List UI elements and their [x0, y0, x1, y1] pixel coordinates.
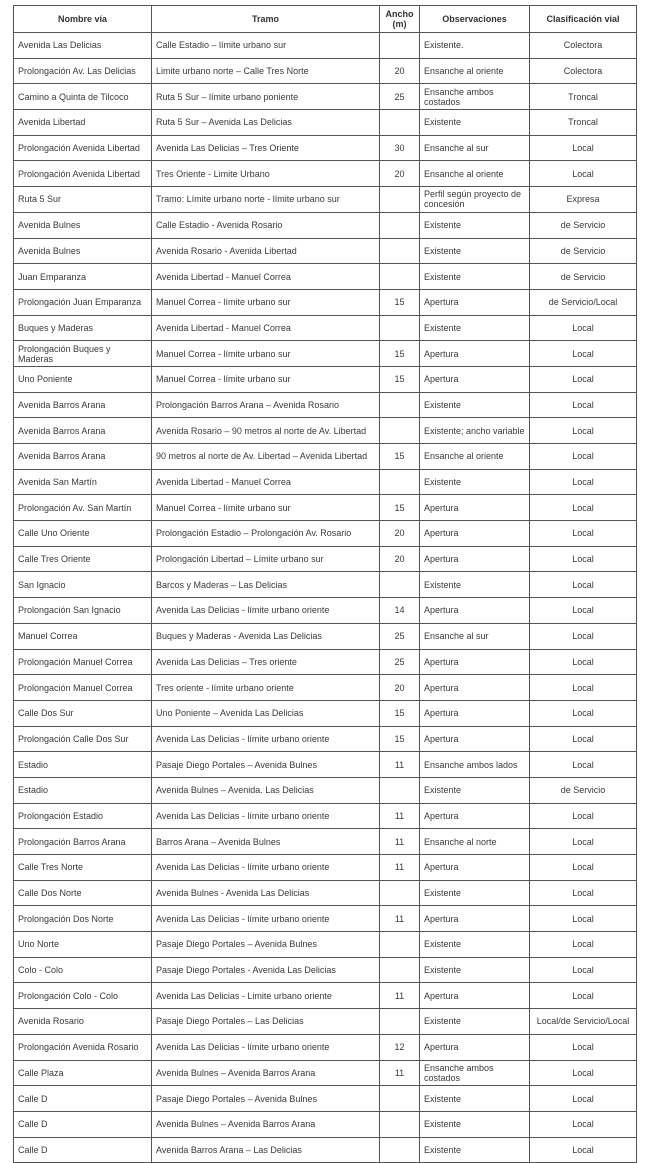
cell-observaciones: Existente [420, 932, 530, 958]
cell-nombre-via: Prolongación Manuel Correa [14, 649, 152, 675]
cell-tramo: Avenida Las Delicias - límite urbano oriente [152, 906, 380, 932]
cell-nombre-via: Prolongación Juan Emparanza [14, 289, 152, 315]
cell-observaciones: Existente [420, 212, 530, 238]
cell-clasificacion: Local/de Servicio/Local [530, 1009, 637, 1035]
cell-nombre-via: Colo - Colo [14, 957, 152, 983]
cell-observaciones: Existente [420, 264, 530, 290]
cell-ancho: 25 [380, 623, 420, 649]
cell-ancho [380, 469, 420, 495]
cell-tramo: Ruta 5 Sur – Avenida Las Delicias [152, 110, 380, 136]
cell-clasificacion: Local [530, 572, 637, 598]
cell-ancho: 15 [380, 444, 420, 470]
cell-observaciones: Ensanche ambos costados [420, 84, 530, 110]
table-row [14, 84, 637, 110]
cell-ancho [380, 392, 420, 418]
cell-ancho: 15 [380, 341, 420, 367]
cell-ancho [380, 110, 420, 136]
cell-clasificacion: Expresa [530, 187, 637, 213]
cell-nombre-via: Avenida Bulnes [14, 238, 152, 264]
cell-nombre-via: Camino a Quinta de Tilcoco [14, 84, 152, 110]
cell-observaciones: Ensanche al sur [420, 623, 530, 649]
cell-observaciones: Existente [420, 1009, 530, 1035]
cell-tramo: Pasaje Diego Portales - Avenida Las Delicias [152, 957, 380, 983]
cell-observaciones: Existente [420, 315, 530, 341]
cell-observaciones: Apertura [420, 546, 530, 572]
cell-tramo: Limite urbano norte – Calle Tres Norte [152, 58, 380, 84]
table-row [14, 546, 637, 572]
cell-clasificacion: Local [530, 649, 637, 675]
cell-clasificacion: Local [530, 623, 637, 649]
table-row [14, 212, 637, 238]
table-row [14, 392, 637, 418]
cell-nombre-via: Uno Poniente [14, 366, 152, 392]
cell-observaciones: Existente [420, 572, 530, 598]
table-row [14, 187, 637, 213]
cell-nombre-via: Calle D [14, 1086, 152, 1112]
cell-nombre-via: Calle D [14, 1111, 152, 1137]
cell-observaciones: Existente. [420, 33, 530, 59]
cell-nombre-via: Prolongación Av. San Martín [14, 495, 152, 521]
cell-ancho: 11 [380, 803, 420, 829]
cell-tramo: Pasaje Diego Portales – Avenida Bulnes [152, 932, 380, 958]
cell-ancho: 11 [380, 906, 420, 932]
table-row [14, 880, 637, 906]
cell-nombre-via: Calle D [14, 1137, 152, 1163]
cell-tramo: 90 metros al norte de Av. Libertad – Avenida Libertad [152, 444, 380, 470]
cell-clasificacion: Local [530, 829, 637, 855]
table-row [14, 444, 637, 470]
table-row [14, 983, 637, 1009]
cell-tramo: Avenida Las Delicias - límite urbano oriente [152, 803, 380, 829]
cell-nombre-via: Estadio [14, 752, 152, 778]
cell-clasificacion: Local [530, 700, 637, 726]
cell-tramo: Avenida Barros Arana – Las Delicias [152, 1137, 380, 1163]
cell-ancho [380, 33, 420, 59]
cell-nombre-via: Prolongación Dos Norte [14, 906, 152, 932]
cell-ancho: 11 [380, 855, 420, 881]
cell-ancho: 25 [380, 649, 420, 675]
table-row [14, 572, 637, 598]
table-body [14, 33, 637, 1163]
cell-clasificacion: Local [530, 1086, 637, 1112]
cell-observaciones: Perfil según proyecto de concesión [420, 187, 530, 213]
cell-observaciones: Ensanche al norte [420, 829, 530, 855]
cell-tramo: Manuel Correa - límite urbano sur [152, 495, 380, 521]
table-row [14, 623, 637, 649]
cell-ancho: 20 [380, 521, 420, 547]
cell-tramo: Tramo: Límite urbano norte - límite urbano sur [152, 187, 380, 213]
cell-nombre-via: Calle Tres Norte [14, 855, 152, 881]
cell-nombre-via: Estadio [14, 777, 152, 803]
cell-ancho: 14 [380, 598, 420, 624]
cell-observaciones: Existente [420, 110, 530, 136]
cell-clasificacion: de Servicio [530, 212, 637, 238]
cell-ancho: 12 [380, 1034, 420, 1060]
cell-observaciones: Ensanche ambos lados [420, 752, 530, 778]
cell-ancho: 20 [380, 58, 420, 84]
cell-nombre-via: Uno Norte [14, 932, 152, 958]
cell-tramo: Tres oriente - límite urbano oriente [152, 675, 380, 701]
cell-ancho [380, 1086, 420, 1112]
cell-nombre-via: Prolongación Avenida Libertad [14, 135, 152, 161]
header-ancho: Ancho (m) [380, 6, 420, 33]
cell-clasificacion: Local [530, 1034, 637, 1060]
cell-clasificacion: de Servicio [530, 238, 637, 264]
cell-ancho [380, 418, 420, 444]
cell-nombre-via: Prolongación Calle Dos Sur [14, 726, 152, 752]
table-row [14, 700, 637, 726]
table-row [14, 495, 637, 521]
cell-clasificacion: Local [530, 906, 637, 932]
table-row [14, 932, 637, 958]
cell-nombre-via: Calle Tres Oriente [14, 546, 152, 572]
header-nombre-via: Nombre vía [14, 6, 152, 33]
cell-ancho: 15 [380, 700, 420, 726]
cell-nombre-via: Avenida Rosario [14, 1009, 152, 1035]
cell-observaciones: Existente [420, 1111, 530, 1137]
cell-ancho [380, 880, 420, 906]
cell-observaciones: Apertura [420, 675, 530, 701]
cell-ancho [380, 777, 420, 803]
cell-clasificacion: Local [530, 366, 637, 392]
cell-ancho: 20 [380, 546, 420, 572]
cell-tramo: Barcos y Maderas – Las Delicias [152, 572, 380, 598]
cell-clasificacion: Local [530, 957, 637, 983]
cell-nombre-via: Juan Emparanza [14, 264, 152, 290]
table-row [14, 598, 637, 624]
cell-nombre-via: Prolongación San Ignacio [14, 598, 152, 624]
cell-clasificacion: Local [530, 315, 637, 341]
cell-tramo: Avenida Bulnes – Avenida Barros Arana [152, 1111, 380, 1137]
cell-clasificacion: Local [530, 932, 637, 958]
cell-clasificacion: Colectora [530, 33, 637, 59]
cell-observaciones: Apertura [420, 598, 530, 624]
cell-observaciones: Apertura [420, 649, 530, 675]
cell-clasificacion: Local [530, 444, 637, 470]
cell-observaciones: Apertura [420, 906, 530, 932]
table-row [14, 289, 637, 315]
cell-clasificacion: Troncal [530, 110, 637, 136]
table-row [14, 135, 637, 161]
header-observaciones: Observaciones [420, 6, 530, 33]
cell-clasificacion: Local [530, 341, 637, 367]
table-row [14, 1009, 637, 1035]
table-row [14, 1034, 637, 1060]
cell-ancho [380, 264, 420, 290]
cell-ancho: 11 [380, 983, 420, 1009]
cell-clasificacion: Troncal [530, 84, 637, 110]
cell-tramo: Avenida Las Delicias - Limite urbano oriente [152, 983, 380, 1009]
cell-clasificacion: Local [530, 675, 637, 701]
cell-clasificacion: Local [530, 726, 637, 752]
cell-observaciones: Apertura [420, 495, 530, 521]
cell-ancho: 15 [380, 726, 420, 752]
header-clasificacion: Clasificación vial [530, 6, 637, 33]
cell-nombre-via: Avenida Las Delicias [14, 33, 152, 59]
cell-clasificacion: Local [530, 1137, 637, 1163]
cell-tramo: Avenida Las Delicias – Tres oriente [152, 649, 380, 675]
table-header-row [14, 6, 637, 33]
cell-nombre-via: Prolongación Barros Arana [14, 829, 152, 855]
table-row [14, 418, 637, 444]
cell-tramo: Avenida Libertad - Manuel Correa [152, 469, 380, 495]
cell-tramo: Prolongación Libertad – Límite urbano sur [152, 546, 380, 572]
cell-nombre-via: Buques y Maderas [14, 315, 152, 341]
cell-tramo: Pasaje Diego Portales – Las Delicias [152, 1009, 380, 1035]
cell-ancho [380, 212, 420, 238]
table-row [14, 238, 637, 264]
table-row [14, 315, 637, 341]
cell-ancho: 15 [380, 495, 420, 521]
cell-observaciones: Existente; ancho variable [420, 418, 530, 444]
cell-clasificacion: Local [530, 983, 637, 1009]
cell-ancho: 11 [380, 752, 420, 778]
cell-nombre-via: Prolongación Manuel Correa [14, 675, 152, 701]
table-row [14, 1086, 637, 1112]
cell-clasificacion: Local [530, 803, 637, 829]
cell-ancho [380, 957, 420, 983]
cell-observaciones: Apertura [420, 855, 530, 881]
cell-tramo: Prolongación Barros Arana – Avenida Rosario [152, 392, 380, 418]
cell-observaciones: Apertura [420, 983, 530, 1009]
cell-observaciones: Apertura [420, 341, 530, 367]
cell-observaciones: Apertura [420, 1034, 530, 1060]
cell-nombre-via: Prolongación Colo - Colo [14, 983, 152, 1009]
cell-observaciones: Existente [420, 880, 530, 906]
cell-nombre-via: Calle Uno Oriente [14, 521, 152, 547]
table-row [14, 1111, 637, 1137]
table-row [14, 829, 637, 855]
cell-clasificacion: de Servicio [530, 264, 637, 290]
cell-clasificacion: Local [530, 521, 637, 547]
table-row [14, 752, 637, 778]
cell-clasificacion: de Servicio/Local [530, 289, 637, 315]
table-row [14, 264, 637, 290]
cell-clasificacion: Local [530, 546, 637, 572]
table-row [14, 341, 637, 367]
cell-clasificacion: Local [530, 495, 637, 521]
table-row [14, 726, 637, 752]
cell-nombre-via: Calle Dos Norte [14, 880, 152, 906]
cell-tramo: Avenida Bulnes - Avenida Las Delicias [152, 880, 380, 906]
table-row [14, 649, 637, 675]
cell-nombre-via: Prolongación Avenida Libertad [14, 161, 152, 187]
cell-tramo: Uno Poniente – Avenida Las Delicias [152, 700, 380, 726]
cell-observaciones: Ensanche al sur [420, 135, 530, 161]
cell-tramo: Avenida Rosario – 90 metros al norte de Av. Libertad [152, 418, 380, 444]
cell-tramo: Manuel Correa - límite urbano sur [152, 341, 380, 367]
cell-clasificacion: de Servicio [530, 777, 637, 803]
cell-ancho: 15 [380, 366, 420, 392]
table-row [14, 33, 637, 59]
cell-clasificacion: Local [530, 855, 637, 881]
cell-nombre-via: Ruta 5 Sur [14, 187, 152, 213]
cell-tramo: Calle Estadio – límite urbano sur [152, 33, 380, 59]
cell-observaciones: Existente [420, 392, 530, 418]
cell-ancho [380, 572, 420, 598]
cell-clasificacion: Local [530, 418, 637, 444]
cell-observaciones: Apertura [420, 726, 530, 752]
cell-observaciones: Apertura [420, 803, 530, 829]
cell-observaciones: Ensanche al oriente [420, 444, 530, 470]
cell-tramo: Avenida Las Delicias - límite urbano oriente [152, 855, 380, 881]
cell-tramo: Avenida Rosario - Avenida Libertad [152, 238, 380, 264]
table-row [14, 803, 637, 829]
cell-tramo: Buques y Maderas - Avenida Las Delicias [152, 623, 380, 649]
cell-nombre-via: Avenida San Martín [14, 469, 152, 495]
cell-nombre-via: Prolongación Av. Las Delicias [14, 58, 152, 84]
cell-tramo: Manuel Correa - límite urbano sur [152, 366, 380, 392]
cell-clasificacion: Colectora [530, 58, 637, 84]
cell-tramo: Avenida Las Delicias - límite urbano oriente [152, 726, 380, 752]
cell-observaciones: Ensanche al oriente [420, 58, 530, 84]
cell-clasificacion: Local [530, 1060, 637, 1086]
table-row [14, 58, 637, 84]
cell-tramo: Calle Estadio - Avenida Rosario [152, 212, 380, 238]
cell-nombre-via: Avenida Barros Arana [14, 418, 152, 444]
header-tramo: Tramo [152, 6, 380, 33]
table-row [14, 675, 637, 701]
cell-ancho: 30 [380, 135, 420, 161]
table-row [14, 1137, 637, 1163]
table-row [14, 777, 637, 803]
cell-tramo: Avenida Las Delicias - límite urbano oriente [152, 598, 380, 624]
cell-nombre-via: Prolongación Avenida Rosario [14, 1034, 152, 1060]
cell-tramo: Avenida Libertad - Manuel Correa [152, 315, 380, 341]
cell-nombre-via: Avenida Barros Arana [14, 392, 152, 418]
cell-ancho: 25 [380, 84, 420, 110]
cell-observaciones: Apertura [420, 289, 530, 315]
cell-observaciones: Existente [420, 777, 530, 803]
cell-clasificacion: Local [530, 469, 637, 495]
cell-clasificacion: Local [530, 598, 637, 624]
cell-tramo: Avenida Bulnes – Avenida Barros Arana [152, 1060, 380, 1086]
cell-clasificacion: Local [530, 1111, 637, 1137]
cell-observaciones: Existente [420, 469, 530, 495]
cell-observaciones: Ensanche al oriente [420, 161, 530, 187]
cell-observaciones: Existente [420, 957, 530, 983]
cell-tramo: Pasaje Diego Portales – Avenida Bulnes [152, 1086, 380, 1112]
cell-tramo: Prolongación Estadio – Prolongación Av. Rosario [152, 521, 380, 547]
cell-clasificacion: Local [530, 161, 637, 187]
cell-nombre-via: Prolongación Estadio [14, 803, 152, 829]
cell-ancho: 15 [380, 289, 420, 315]
cell-ancho: 11 [380, 829, 420, 855]
table-row [14, 906, 637, 932]
cell-clasificacion: Local [530, 392, 637, 418]
cell-observaciones: Existente [420, 1086, 530, 1112]
cell-observaciones: Apertura [420, 700, 530, 726]
cell-observaciones: Existente [420, 238, 530, 264]
cell-tramo: Avenida Bulnes – Avenida. Las Delicias [152, 777, 380, 803]
cell-nombre-via: San Ignacio [14, 572, 152, 598]
road-classification-table [13, 5, 637, 1163]
cell-nombre-via: Avenida Libertad [14, 110, 152, 136]
table-row [14, 469, 637, 495]
table-row [14, 110, 637, 136]
cell-ancho [380, 187, 420, 213]
table-row [14, 1060, 637, 1086]
cell-ancho [380, 315, 420, 341]
table-row [14, 957, 637, 983]
cell-clasificacion: Local [530, 135, 637, 161]
cell-tramo: Tres Oriente - Limite Urbano [152, 161, 380, 187]
table-row [14, 521, 637, 547]
cell-ancho: 11 [380, 1060, 420, 1086]
cell-observaciones: Apertura [420, 366, 530, 392]
cell-tramo: Manuel Correa - límite urbano sur [152, 289, 380, 315]
cell-clasificacion: Local [530, 880, 637, 906]
cell-tramo: Avenida Las Delicias - límite urbano oriente [152, 1034, 380, 1060]
cell-tramo: Ruta 5 Sur – límite urbano poniente [152, 84, 380, 110]
cell-tramo: Avenida Libertad - Manuel Correa [152, 264, 380, 290]
cell-ancho: 20 [380, 675, 420, 701]
cell-clasificacion: Local [530, 752, 637, 778]
cell-nombre-via: Avenida Bulnes [14, 212, 152, 238]
table-row [14, 161, 637, 187]
cell-observaciones: Existente [420, 1137, 530, 1163]
cell-ancho [380, 238, 420, 264]
cell-ancho [380, 1137, 420, 1163]
cell-observaciones: Apertura [420, 521, 530, 547]
cell-observaciones: Ensanche ambos costados [420, 1060, 530, 1086]
cell-tramo: Barros Arana – Avenida Bulnes [152, 829, 380, 855]
table-row [14, 855, 637, 881]
cell-tramo: Avenida Las Delicias – Tres Oriente [152, 135, 380, 161]
cell-nombre-via: Prolongación Buques y Maderas [14, 341, 152, 367]
cell-nombre-via: Manuel Correa [14, 623, 152, 649]
cell-nombre-via: Calle Plaza [14, 1060, 152, 1086]
cell-nombre-via: Calle Dos Sur [14, 700, 152, 726]
cell-nombre-via: Avenida Barros Arana [14, 444, 152, 470]
cell-ancho [380, 1009, 420, 1035]
cell-ancho [380, 932, 420, 958]
table-row [14, 366, 637, 392]
cell-ancho: 20 [380, 161, 420, 187]
cell-ancho [380, 1111, 420, 1137]
cell-tramo: Pasaje Diego Portales – Avenida Bulnes [152, 752, 380, 778]
